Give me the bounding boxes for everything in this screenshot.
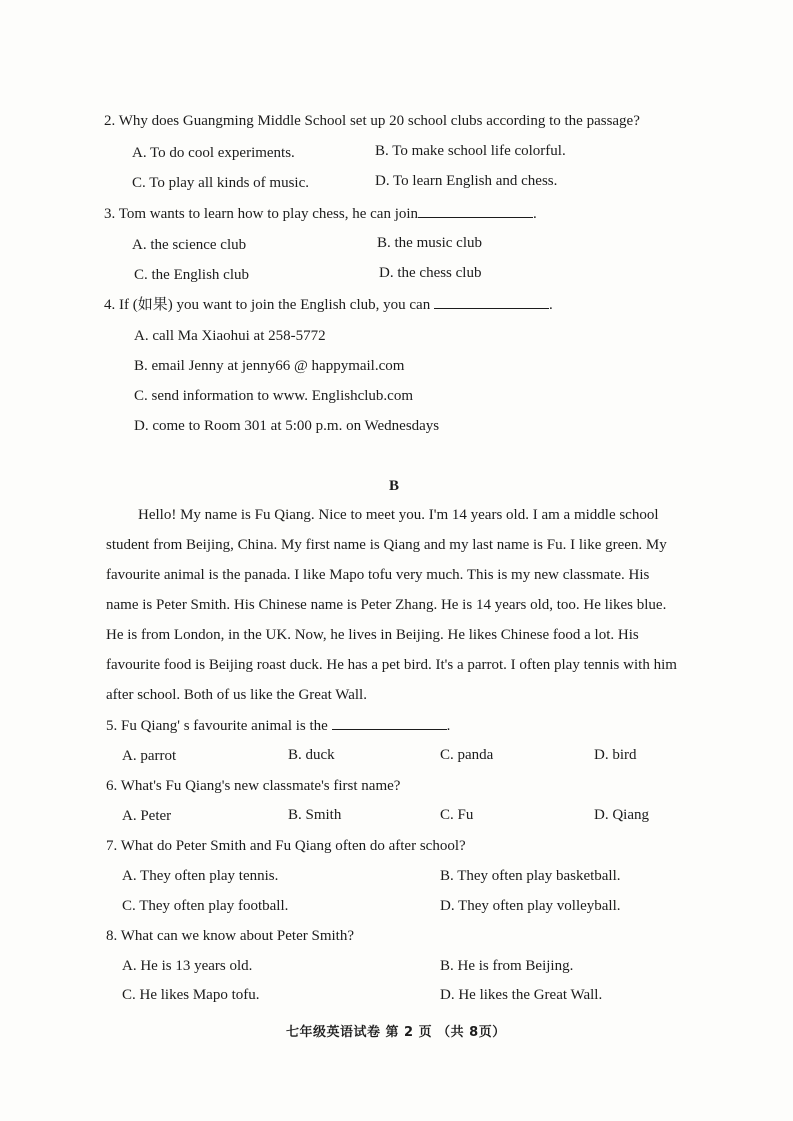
q8-option-b: B. He is from Beijing. (440, 958, 574, 974)
q5-answer-blank (332, 717, 447, 730)
q3-option-a: A. the science club (132, 237, 247, 253)
q3-stem-row (104, 205, 537, 223)
q4-option-a: A. call Ma Xiaohui at 258-5772 (134, 328, 326, 344)
q5-option-a: A. parrot (122, 748, 177, 764)
q3-period: . (533, 206, 537, 222)
q8-option-c: C. He likes Mapo tofu. (122, 987, 260, 1003)
q4-period: . (548, 297, 553, 313)
q2-option-d: D. To learn English and chess. (375, 173, 558, 189)
q3-answer-blank (418, 205, 533, 218)
q6-option-b: B. Smith (288, 807, 342, 823)
q7-option-d: D. They often play volleyball. (440, 898, 621, 914)
q5-stem-row (106, 717, 450, 735)
q7-option-b: B. They often play basketball. (440, 868, 621, 884)
q3-option-d: D. the chess club (379, 265, 482, 281)
q4-option-c: C. send information to www. Englishclub.com (134, 388, 413, 404)
section-b-heading: B (389, 478, 400, 494)
q5-stem: 5. Fu Qiang' s favourite animal is the (106, 718, 328, 734)
passage-line-4: name is Peter Smith. His Chinese name is Peter Zhang. He is 14 years old, too. He likes blue. (106, 597, 667, 613)
q4-answer-blank (434, 296, 549, 309)
q6-option-c: C. Fu (440, 807, 474, 823)
q6-stem: 6. What's Fu Qiang's new classmate's first name? (106, 778, 401, 794)
q5-option-c: C. panda (440, 747, 494, 763)
q8-option-a: A. He is 13 years old. (122, 958, 253, 974)
page-footer: 七年级英语试卷 第 2 页 （共 8页） (286, 1025, 506, 1040)
q4-option-b: B. email Jenny at jenny66 @ happymail.com (134, 358, 405, 374)
q4-stem: 4. If (如果) you want to join the English club, you can (104, 297, 431, 313)
q5-option-d: D. bird (594, 747, 637, 763)
q7-option-c: C. They often play football. (122, 898, 289, 914)
passage-line-5: He is from London, in the UK. Now, he lives in Beijing. He likes Chinese food a lot. His (106, 627, 639, 643)
passage-line-1: Hello! My name is Fu Qiang. Nice to meet you. I'm 14 years old. I am a middle school (138, 507, 659, 523)
q6-option-d: D. Qiang (594, 807, 649, 823)
q2-option-a: A. To do cool experiments. (132, 145, 295, 161)
q2-option-c: C. To play all kinds of music. (132, 175, 309, 191)
passage-line-6: favourite food is Beijing roast duck. He has a pet bird. It's a parrot. I often play tennis with him (106, 657, 677, 673)
q7-option-a: A. They often play tennis. (122, 868, 279, 884)
passage-line-2: student from Beijing, China. My first name is Qiang and my last name is Fu. I like green. My (106, 537, 667, 553)
q5-option-b: B. duck (288, 747, 335, 763)
q3-option-c: C. the English club (134, 267, 249, 283)
q6-option-a: A. Peter (122, 808, 172, 824)
q2-option-b: B. To make school life colorful. (375, 143, 566, 159)
q4-option-d: D. come to Room 301 at 5:00 p.m. on Wednesdays (134, 418, 440, 434)
q4-stem-row (104, 296, 553, 314)
q8-option-d: D. He likes the Great Wall. (440, 987, 603, 1003)
passage-line-3: favourite animal is the panada. I like Mapo tofu very much. This is my new classmate. His (106, 567, 650, 583)
q2-stem: 2. Why does Guangming Middle School set up 20 school clubs according to the passage? (104, 113, 640, 129)
passage-line-7: after school. Both of us like the Great Wall. (106, 687, 367, 703)
q3-option-b: B. the music club (377, 235, 482, 251)
q7-stem: 7. What do Peter Smith and Fu Qiang often do after school? (106, 838, 466, 854)
q3-stem: 3. Tom wants to learn how to play chess, he can join (104, 206, 419, 222)
q8-stem: 8. What can we know about Peter Smith? (106, 928, 354, 944)
q5-period: . (446, 718, 451, 734)
